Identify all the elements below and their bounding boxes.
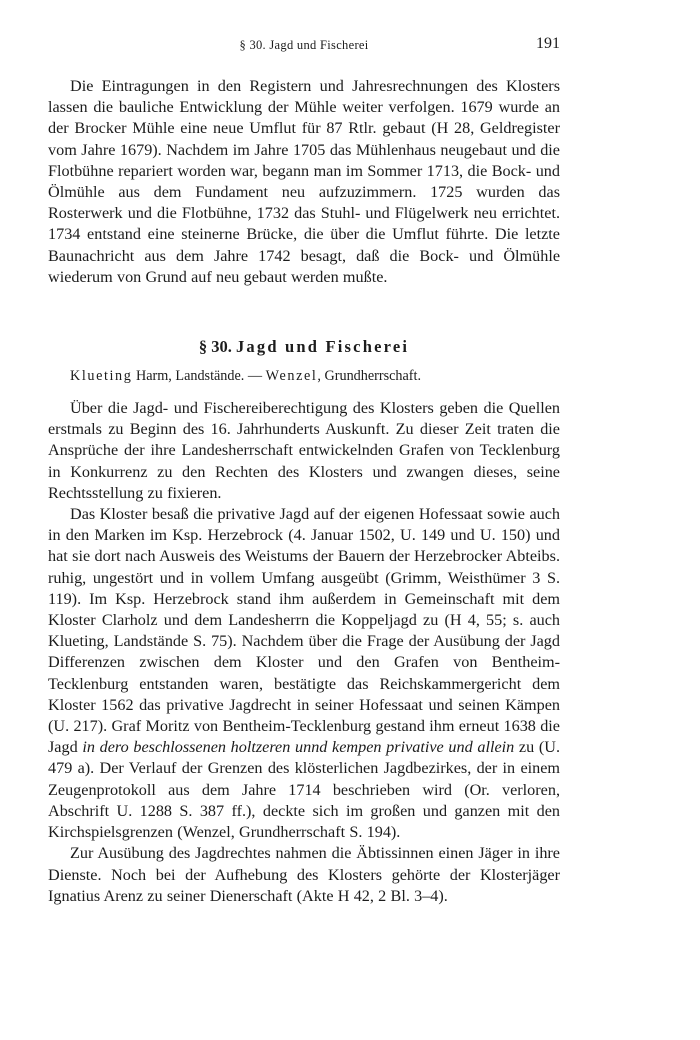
section-heading (48, 336, 560, 358)
intro-paragraph: Die Eintragungen in den Registern und Jahresrechnungen des Klosters lassen die bauliche Entwicklung der Mühle weiter verfolgen. 1679 wurde an der Brocker Mühle eine neue Umflut für 87 Rtlr. gebaut (H 28, Geldregister vom Jahre 1679). Nachdem im Jahre 1705 das Mühlenhaus neugebaut und die Flotbühne repariert worden war, begann man im Sommer 1713, die Bock- und Ölmühle aus dem Fundament neu aufzuzimmern. 1725 wurden das Rosterwerk und die Flotbühne, 1732 das Stuhl- und Flügelwerk neu errichtet. 1734 entstand eine steinerne Brücke, die über die Umflut führte. Die letzte Baunachricht aus dem Jahre 1742 besagt, daß die Bock- und Ölmühle wiederum von Grund auf neu gebaut werden mußte. (48, 77, 560, 286)
quoted-source-text: in dero beschlossenen holtzeren unnd kempen privative und allein (82, 738, 515, 757)
book-page (48, 35, 560, 907)
page-number: 191 (536, 35, 560, 52)
paragraph-2-text-before: Das Kloster besaß die privative Jagd auf der eigenen Hofessaat sowie auch in den Marken im Ksp. Herzebrock (4. Januar 1502, U. 149 und U. 150) und hat sie dort nach Ausweis des Weistums der Bauern der Herzebrocker Abteibs. ruhig, ungestört und in vollem Umfang ausgeübt (Grimm, Weisthümer 3 S. 119). Im Ksp. Herzebrock stand ihm außerdem in Gemeinschaft mit dem Kloster Clarholz und dem Landesherrn die Koppeljagd zu (H 4, 55; s. auch Klueting, Landstände S. 75). Nachdem über die Frage der Ausübung der Jagd Differenzen zwischen dem Kloster und den Grafen von Bentheim-Tecklenburg entstanden waren, bestätigte das Reichskammergericht dem Kloster 1562 das privative Jagdrecht in seiner Hofessaat und seinen Kämpen (U. 217). Graf Moritz von Bentheim-Tecklenburg gestand ihm erneut 1638 die Jagd (48, 505, 560, 757)
literature-reference (48, 366, 560, 386)
body-paragraph-2 (48, 504, 560, 843)
running-head (48, 35, 560, 62)
paragraph-2-text-after: zu (U. 479 a). Der Verlauf der Grenzen des klösterlichen Jagdbezirkes, der in einem Zeugenprotokoll aus dem Jahre 1714 beschrieben wird (Or. verloren, Abschrift U. 1288 S. 387 ff.), deckte sich im großen und ganzen mit den Kirchspielsgrenzen (Wenzel, Grundherrschaft S. 194). (48, 738, 560, 842)
running-title: § 30. Jagd und Fischerei (239, 38, 369, 52)
body-paragraph-1: Über die Jagd- und Fischereiberechtigung des Klosters geben die Quellen erstmals zu Beginn des 16. Jahrhunderts Auskunft. Zu dieser Zeit traten die Ansprüche der ihre Landesherrschaft entwickelnden Grafen von Tecklenburg in Konkurrenz zu den Rechten des Klosters und zwangen dieses, seine Rechtsstellung zu fixieren. (48, 399, 560, 502)
literature-author-2: Wenzel (265, 368, 318, 385)
literature-work-1: Harm, Landstände. — (132, 368, 266, 385)
literature-work-2: , Grundherrschaft. (317, 368, 422, 385)
body-paragraph-3: Zur Ausübung des Jagdrechtes nahmen die Äbtissinnen einen Jäger in ihre Dienste. Noch bei der Aufhebung des Klosters gehörte der Klosterjäger Ignatius Arenz zu seiner Dienerschaft (Akte H 42, 2 Bl. 3–4). (48, 844, 560, 905)
literature-author-1: Klueting (70, 368, 133, 385)
section-title: Jagd und Fischerei (235, 337, 410, 357)
section-number: § 30. (198, 337, 232, 357)
